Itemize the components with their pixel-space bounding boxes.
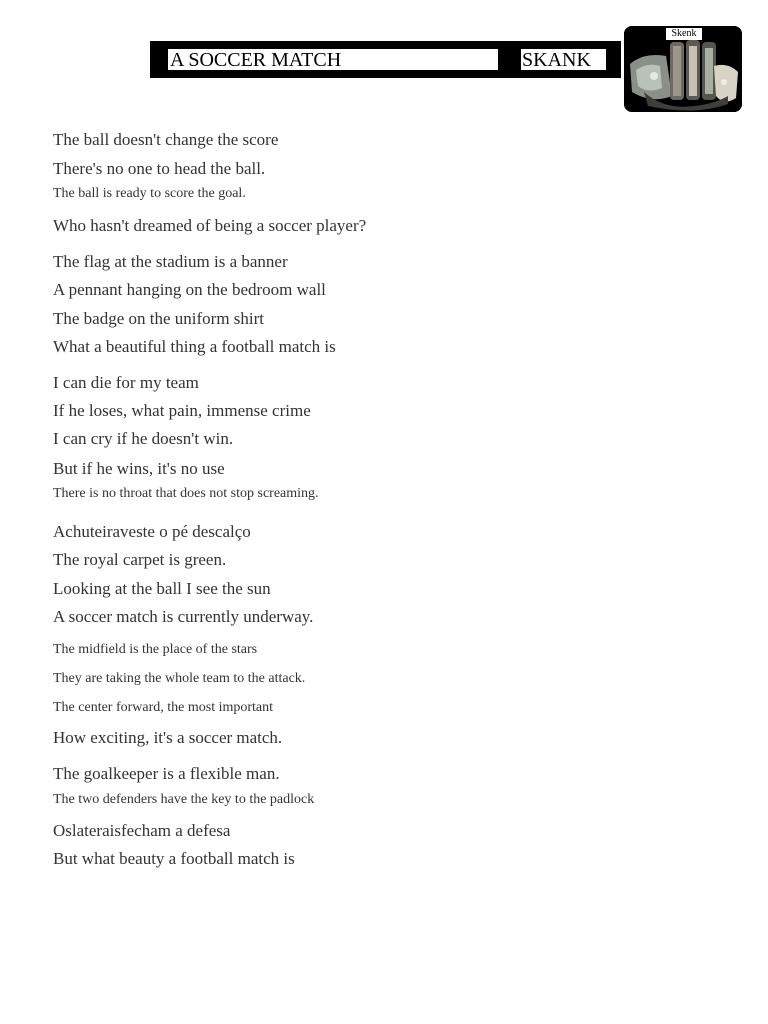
lyric-line: There's no one to head the ball. xyxy=(53,159,266,178)
lyric-line: The ball doesn't change the score xyxy=(53,130,279,149)
lyric-line: How exciting, it's a soccer match. xyxy=(53,728,283,747)
album-label: Skenk xyxy=(666,28,702,40)
lyric-line: Oslateraisfecham a defesa xyxy=(53,821,231,840)
lyric-line: The two defenders have the key to the padlock xyxy=(53,792,315,807)
lyric-line: Looking at the ball I see the sun xyxy=(53,579,271,598)
lyric-line: A pennant hanging on the bedroom wall xyxy=(53,280,326,299)
lyric-line: I can die for my team xyxy=(53,373,199,392)
lyric-line: I can cry if he doesn't win. xyxy=(53,429,234,448)
artist-name: SKANK xyxy=(521,49,606,70)
lyric-line: There is no throat that does not stop screaming. xyxy=(53,486,319,501)
song-title: A SOCCER MATCH xyxy=(168,49,498,70)
album-cover-image xyxy=(624,26,742,112)
lyric-line: The midfield is the place of the stars xyxy=(53,642,258,657)
lyric-line: Who hasn't dreamed of being a soccer player? xyxy=(53,216,367,235)
lyric-line: The flag at the stadium is a banner xyxy=(53,252,288,271)
lyric-line: But if he wins, it's no use xyxy=(53,459,225,478)
lyric-line: The center forward, the most important xyxy=(53,700,274,715)
lyric-line: But what beauty a football match is xyxy=(53,849,295,868)
lyric-line: What a beautiful thing a football match is xyxy=(53,337,336,356)
lyric-line: The badge on the uniform shirt xyxy=(53,309,265,328)
lyric-line: They are taking the whole team to the attack. xyxy=(53,671,306,686)
lyric-line: Achuteiraveste o pé descalço xyxy=(53,522,251,541)
lyric-line: The ball is ready to score the goal. xyxy=(53,186,246,201)
lyric-line: A soccer match is currently underway. xyxy=(53,607,314,626)
title-bar xyxy=(150,41,621,78)
lyric-line: The goalkeeper is a flexible man. xyxy=(53,764,280,783)
lyric-line: The royal carpet is green. xyxy=(53,550,227,569)
lyric-line: If he loses, what pain, immense crime xyxy=(53,401,311,420)
